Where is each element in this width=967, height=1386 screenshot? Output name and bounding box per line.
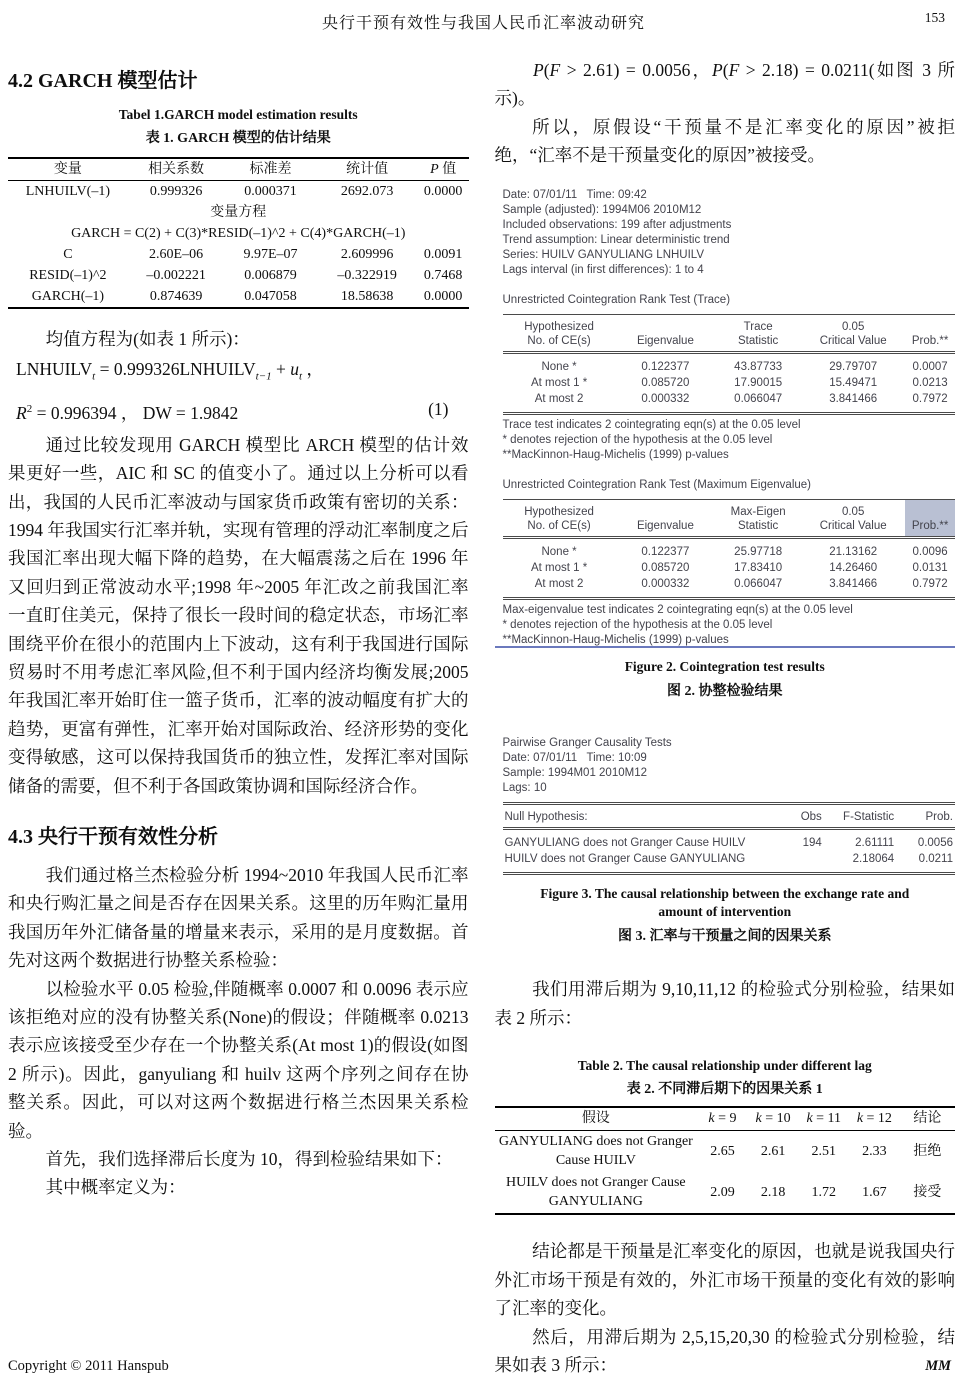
granger-sample-line: Sample: 1994M01 2010M12 [502,767,647,780]
granger-lags-line: Lags: 10 [502,782,547,795]
table2-header-conclusion: 结论 [913,1110,942,1126]
prob-header-highlighted: Prob.** [905,499,955,537]
eviews-sample-line: Sample (adjusted): 1994M06 2010M12 [502,203,702,216]
figure3-caption [495,885,956,945]
paragraph-hypothesis-conclusion: 所以，原假设“干预量不是汇率变化的原因”被拒绝，“汇率不是干预量变化的原因”被接受。 [494,116,955,166]
right-column [495,48,956,1379]
paragraph-test-level: 以检验水平 0.05 检验,伴随概率 0.0007 和 0.0096 表示应该拒绝对应的没有协整关系(None)的假设；伴随概率 0.0213 表示应该接受至少存在一个协整关系(At most 1)的假设(如图 2 所示)。因此，ganyuliang 和 huilv 这两个序列之间存在协整关系。因此，可以对这两个数据进行格兰杰因果关系检验。 [8,978,469,1141]
max-eigen-test-notes: Max-eigenvalue test indicates 2 cointegrating eqn(s) at the 0.05 level * denotes rejection of the hypothesis at the 0.05 level **MacKinnon-Haug-Michelis (1999) p-values [503,603,956,648]
table2-header-k12: k = 12 [856,1110,892,1126]
trace-test-title: Unrestricted Cointegration Rank Test (Trace) [502,293,731,306]
table1-header-stderr: 标准差 [249,162,292,177]
table-row: HUILV does not Granger Cause GANYULIANG 2.09 2.18 1.72 1.67 接受 [506,1175,942,1209]
clipped-note-line: **MacKinnon-Haug-Michelis (1999) p-values [495,633,956,648]
trace-header-row: Hypothesized No. of CE(s) Eigenvalue Trace Statistic 0.05 Critical Value Prob.** [503,314,956,352]
trace-test-notes: Trace test indicates 2 cointegrating eqn(s) at the 0.05 level * denotes rejection of the hypothesis at the 0.05 level **MacKinnon-Haug-Michelis (1999) p-values [502,418,801,461]
paragraph-granger-intro: 我们通过格兰杰检验分析 1994~2010 年我国人民币汇率和央行购汇量之间是否存在因果关系。这里的历年购汇量用我国历年外汇储备量的增量来表示，采用的是月度数据。首先对这两个数据进行协整关系检验： [8,865,469,971]
table-row: At most 1 * 0.085720 17.83410 14.26460 0.0131 [530,561,948,574]
table2-caption [495,1058,956,1098]
paragraph-pf-probabilities: P(F > 2.61) = 0.0056，P(F > 2.18) = 0.0211(如图 3 所示)。 [494,60,956,109]
table2-header-k11: k = 11 [806,1110,842,1126]
table-row: C 2.60E–06 9.97E–07 2.609996 0.0091 [63,247,463,262]
table1-caption-zh: 表 1. GARCH 模型的估计结果 [145,131,331,146]
paragraph-probability-definition: 其中概率定义为： [45,1177,186,1198]
table-row: RESID(–1)^2 –0.002221 0.006879 –0.322919 0.7468 [29,268,463,283]
equation-1-line2: $R^2 = 0.996394$ ， DW = 1.9842 (1) [16,395,469,427]
table1-header-coefficient: 相关系数 [148,162,205,177]
figure2-caption-en: Figure 2. Cointegration test results [624,658,825,674]
table1-garch-results [8,157,469,309]
granger-header-row: Null Hypothesis: Obs F-Statistic Prob. [503,804,956,829]
table2-caption-zh: 表 2. 不同滞后期下的因果关系 1 [626,1081,823,1097]
table-row: HUILV does not Granger Cause GANYULIANG 2.18064 0.0211 [504,853,953,866]
journal-mark: MM [925,1358,951,1374]
table-row: None * 0.122377 25.97718 21.13162 0.0096 [541,545,948,558]
table1-variance-label-row [8,202,469,223]
table-row: LNHUILV(–1) 0.999326 0.000371 2692.073 0.0000 [25,184,463,199]
table1-caption [8,107,469,147]
table1-header-statistic: 统计值 [346,162,389,177]
figure3-caption-zh: 图 3. 汇率与干预量之间的因果关系 [618,929,832,945]
trace-test-table [503,314,956,415]
paragraph-lags-more-tests: 然后，用滞后期为 2,5,15,20,30 的检验式分别检验，结果如表 3 所示： [494,1326,955,1376]
table-row: GARCH(–1) 0.874639 0.047058 18.58638 0.0000 [31,289,463,304]
table1-header-variable: 变量 [53,162,82,177]
table-row: At most 2 0.000332 0.066047 3.841466 0.7972 [534,577,948,590]
eviews-trend-line: Trend assumption: Linear deterministic trend [502,233,730,246]
figure2-eviews-output [495,188,956,648]
equation-1-line1: $LNHUILV_t$ = $0.999326LNHUILV_{t-1} + u_t$ ， [16,359,324,383]
paragraph-lags-9-12: 我们用滞后期为 9,10,11,12 的检验式分别检验，结果如表 2 所示： [494,979,955,1028]
page-footer [8,1358,951,1375]
section-4-3-heading: 4.3 央行干预有效性分析 [8,826,218,849]
paragraph-intervention-conclusion: 结论都是干预量是汇率变化的原因，也就是说我国央行外汇市场干预是有效的，外汇市场干预量的变化有效的影响了汇率的变化。 [494,1241,955,1319]
table1-caption-en: Tabel 1.GARCH model estimation results [118,107,358,122]
eviews-lags-line: Lags interval (in first differences): 1 to 4 [502,263,704,276]
table-row: At most 2 0.000332 0.066047 3.841466 0.7972 [534,392,948,405]
paragraph-garch-analysis: 通过比较发现用 GARCH 模型比 ARCH 模型的估计效果更好一些，AIC 和 SC 的值变小了。通过以上分析可以看出，我国的人民币汇率波动与国家货币政策有密切的关系：1994 年我国实行汇率并轨，实现有管理的浮动汇率制度之后我国汇率出现大幅下降的趋势，在大幅震荡之后在 1996 年又回归到正常波动水平;1998 年~2005 年汇改之前我国汇率一直盯住美元，保持了很长一段时间的稳定状态，市场汇率围绕平价在很小的范围内上下波动，这有利于我国进行国际贸易时不用考虑汇率风险,但不利于国内经济均衡发展;2005 年我国汇率开始盯住一篮子货币，汇率的波动幅度有扩大的趋势，更富有弹性，汇率开始对国际政治、经济形势的变化变得敏感，这可以保持我国货币的独立性，发挥汇率对国际储备的需要，但不利于各国政策协调和国际经济合作。 [8,434,469,796]
figure2-caption [495,658,956,701]
table2-causality-under-lags [495,1106,956,1216]
granger-date-line: Date: 07/01/11 Time: 10:09 [502,752,647,765]
figure3-eviews-output [495,736,956,875]
table2-header-k10: k = 10 [755,1110,791,1126]
running-title: 央行干预有效性与我国人民币汇率波动研究 [321,15,645,32]
granger-test-table [503,802,956,875]
copyright-text: Copyright © 2011 Hanspub [8,1358,169,1374]
eviews-observations-line: Included observations: 199 after adjustments [502,218,732,231]
table2-header-hypothesis: 假设 [581,1110,610,1126]
table-row: None * 0.122377 43.87733 29.79707 0.0007 [541,360,948,373]
table-row: GANYULIANG does not Granger Cause HUILV 194 2.61111 0.0056 [504,837,953,850]
table2-header-row [495,1107,956,1131]
table1-garch-equation-row [8,223,469,244]
left-column [8,48,469,1379]
figure2-caption-zh: 图 2. 协整检验结果 [667,684,783,700]
eviews-date-line: Date: 07/01/11 Time: 09:42 [502,188,647,201]
equation-number: (1) [428,398,449,419]
table1-garch-equation: GARCH = C(2) + C(3)*RESID(–1)^2 + C(4)*GARCH(–1) [71,226,406,241]
figure3-caption-en-line2: amount of intervention [658,903,792,919]
paragraph-mean-equation-intro: 均值方程为(如表 1 所示)： [45,329,250,349]
page-header [0,0,967,36]
two-column-layout [0,48,967,1379]
eviews-series-line: Series: HUILV GANYULIANG LNHUILV [502,248,705,261]
granger-title-line: Pairwise Granger Causality Tests [502,737,672,750]
table2-caption-en: Table 2. The causal relationship under different lag [577,1057,872,1073]
figure3-caption-en-line1: Figure 3. The causal relationship between the exchange rate and [540,886,910,902]
max-eigen-test-title: Unrestricted Cointegration Rank Test (Maximum Eigenvalue) [502,478,812,491]
table1-header-pvalue: P 值 [430,162,457,177]
paragraph-lag10: 首先，我们选择滞后长度为 10，得到检验结果如下： [45,1149,453,1170]
table2-header-k9: k = 9 [708,1110,737,1126]
table1-variance-label: 变量方程 [210,205,267,220]
table1-header-row [8,158,469,181]
max-eigen-test-table [503,499,956,600]
section-4-2-heading: 4.2 GARCH 模型估计 [8,70,198,92]
page-number: 153 [924,10,945,25]
table-row: GANYULIANG does not Granger Cause HUILV 2.65 2.61 2.51 2.33 拒绝 [498,1134,942,1168]
table-row: At most 1 * 0.085720 17.90015 15.49471 0.0213 [530,376,948,389]
max-eigen-header-row: Hypothesized No. of CE(s) Eigenvalue Max-Eigen Statistic 0.05 Critical Value Prob.** [503,499,956,537]
